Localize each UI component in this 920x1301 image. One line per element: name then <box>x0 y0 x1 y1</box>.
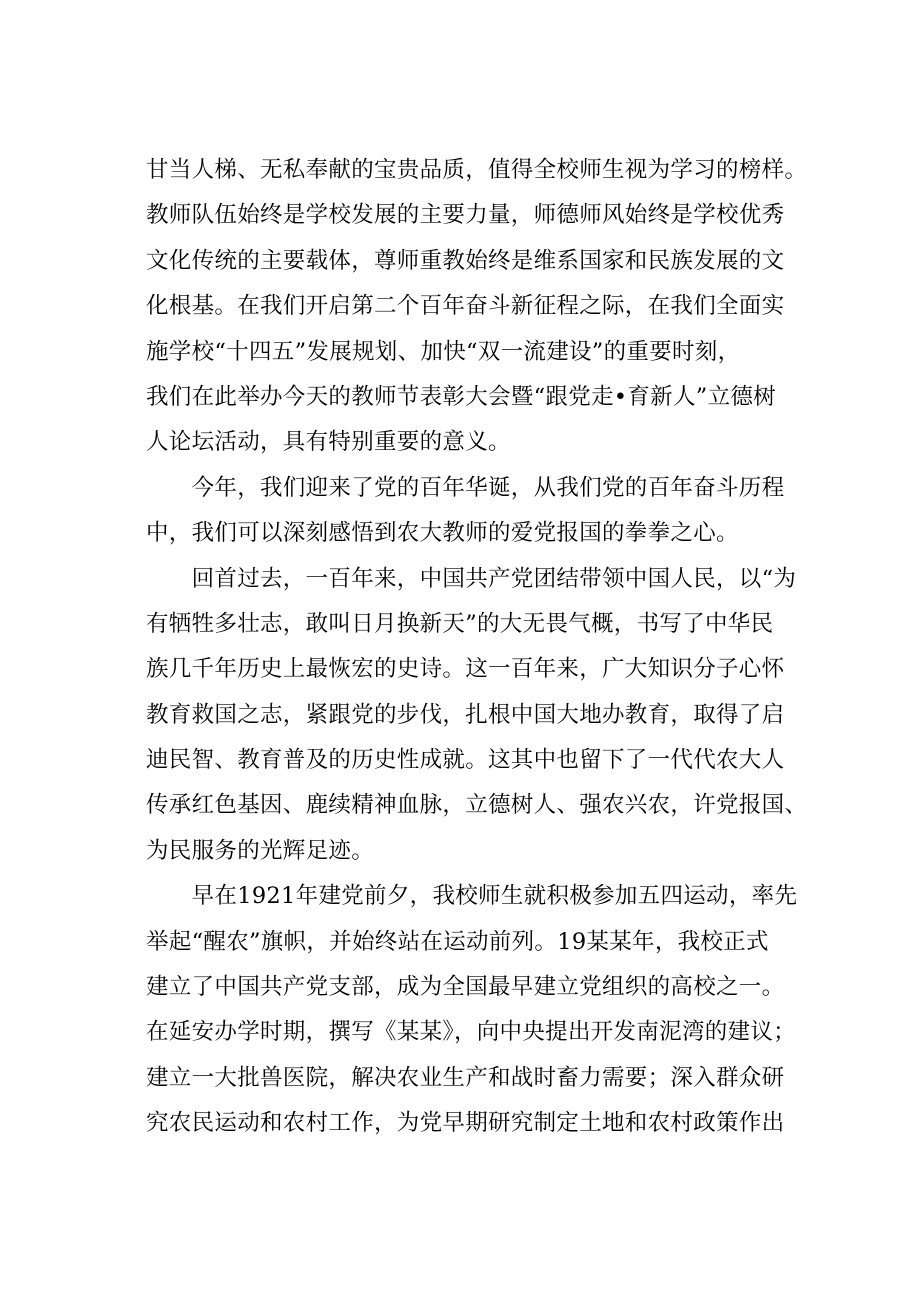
text-line: 施学校“十四五”发展规划、加快“双一流建设”的重要时刻， <box>146 338 741 365</box>
text-line: 化根基。在我们开启第二个百年奋斗新征程之际，在我们全面实 <box>146 293 785 320</box>
text-line: 究农民运动和农村工作，为党早期研究制定土地和农村政策作出 <box>146 1110 785 1137</box>
text-line: 人论坛活动，具有特别重要的意义。 <box>146 429 511 456</box>
text-line: 中，我们可以深刻感悟到农大教师的爱党报国的拳拳之心。 <box>146 520 739 547</box>
text-line: 回首过去，一百年来，中国共产党团结带领中国人民，以“为 <box>146 565 797 592</box>
text-line: 族几千年历史上最恢宏的史诗。这一百年来，广大知识分子心怀 <box>146 656 785 683</box>
text-line: 传承红色基因、鹿续精神血脉，立德树人、强农兴农，许党报国、 <box>146 792 808 819</box>
text-line: 甘当人梯、无私奉献的宝贵品质，值得全校师生视为学习的榜样。 <box>146 157 808 183</box>
text-line: 早在1921年建党前夕，我校师生就积极参加五四运动，率先 <box>146 883 798 910</box>
text-line: 教育救国之志，紧跟党的步伐，扎根中国大地办教育，取得了启 <box>146 701 785 728</box>
text-line: 建立了中国共产党支部，成为全国最早建立党组织的高校之一。 <box>146 974 785 1001</box>
text-line: 今年，我们迎来了党的百年华诞，从我们党的百年奋斗历程 <box>146 474 785 501</box>
text-line: 文化传统的主要载体，尊师重教始终是维系国家和民族发展的文 <box>146 247 785 274</box>
text-line: 教师队伍始终是学校发展的主要力量，师德师风始终是学校优秀 <box>146 202 785 229</box>
text-line: 建立一大批兽医院，解决农业生产和战时畜力需要；深入群众研 <box>146 1064 785 1091</box>
text-line: 举起“醒农”旗帜，并始终站在运动前列。19某某年，我校正式 <box>146 928 769 955</box>
body-text <box>146 148 826 1147</box>
text-line: 我们在此举办今天的教师节表彰大会暨“跟党走•育新人”立德树 <box>146 383 776 410</box>
text-line: 迪民智、教育普及的历史性成就。这其中也留下了一代代农大人 <box>146 747 785 774</box>
text-line: 有牺牲多壮志，敢叫日月换新天”的大无畏气概，书写了中华民 <box>146 610 774 637</box>
text-line: 在延安办学时期，撰写《某某》，向中央提出开发南泥湾的建议； <box>146 1019 796 1046</box>
text-line: 为民服务的光辉足迹。 <box>146 837 375 864</box>
